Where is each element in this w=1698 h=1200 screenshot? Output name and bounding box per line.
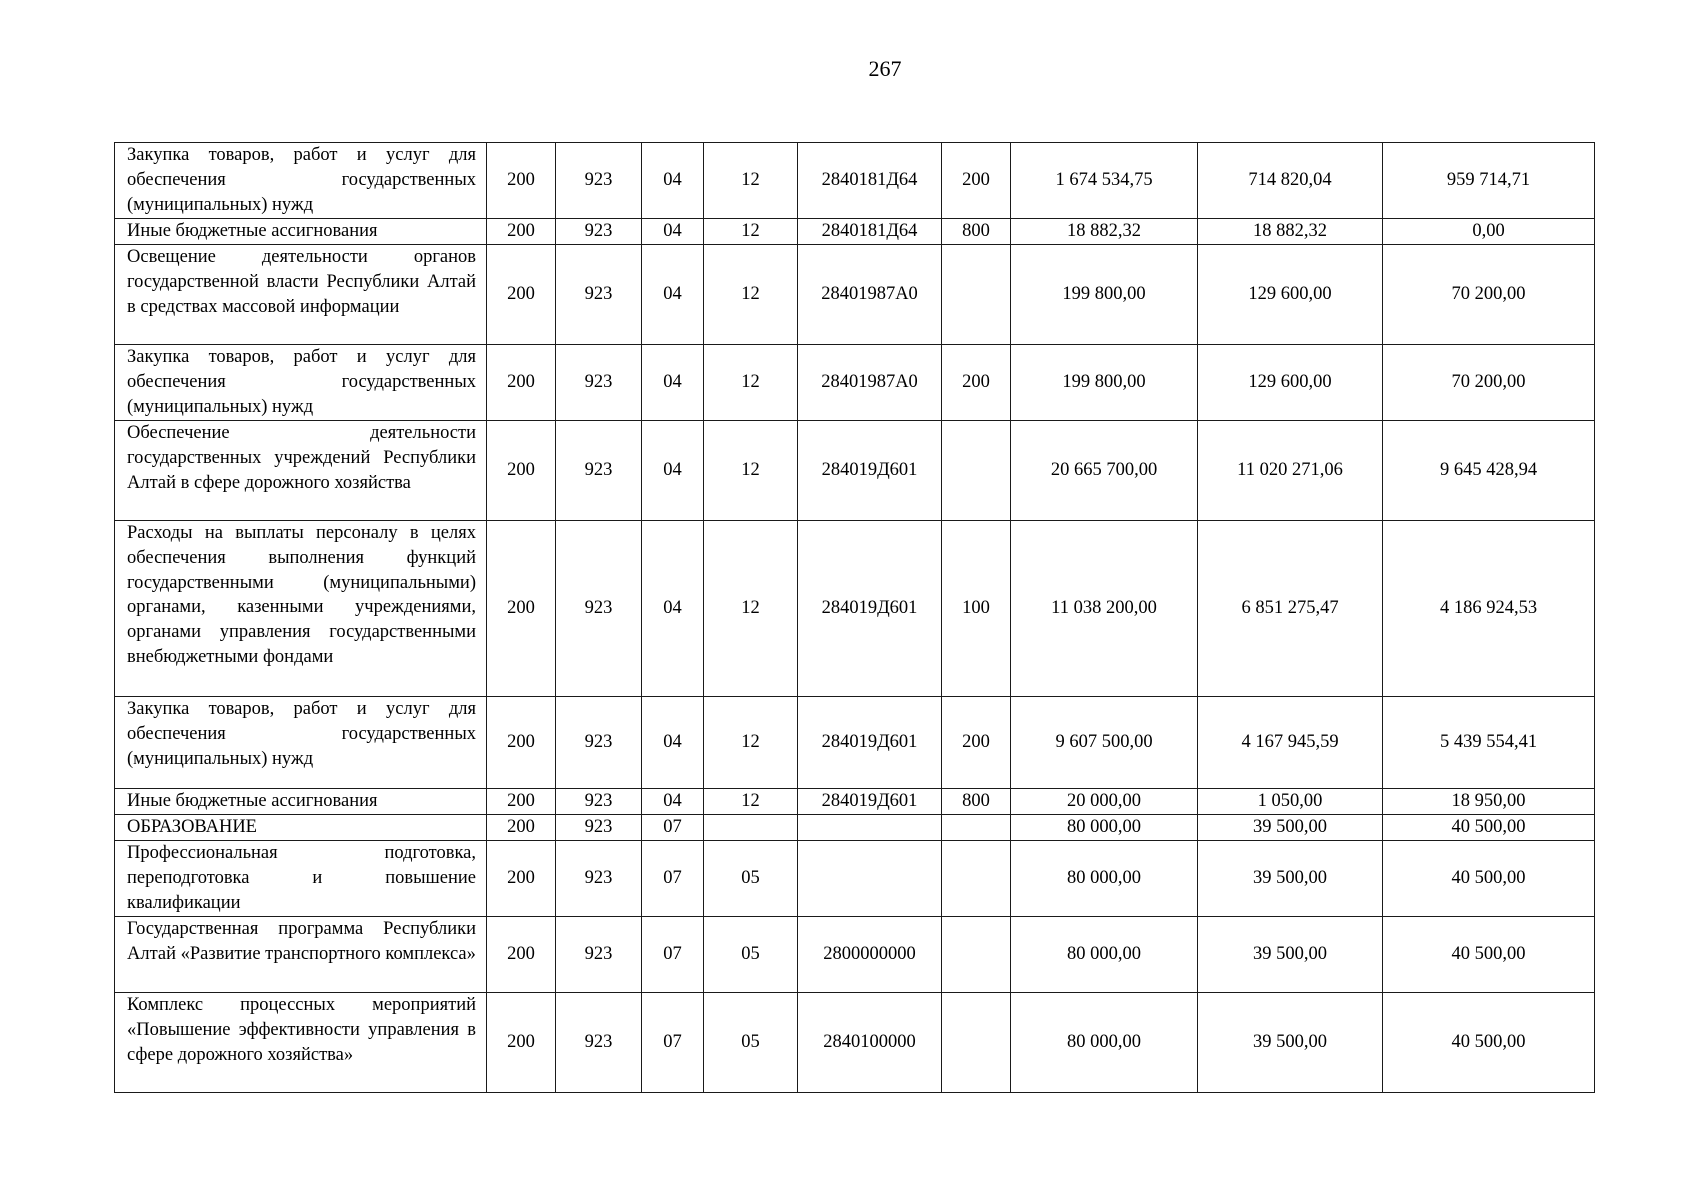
- target-article-cell: [798, 841, 942, 917]
- planned-amount-cell: 9 607 500,00: [1011, 697, 1198, 789]
- subsection-cell: 12: [704, 789, 798, 815]
- target-article-cell: 284019Д601: [798, 521, 942, 697]
- ministry-code-cell: 923: [556, 993, 642, 1093]
- expense-type-cell: [942, 917, 1011, 993]
- subsection-cell: 12: [704, 143, 798, 219]
- ministry-code-cell: 923: [556, 245, 642, 345]
- admin-code-cell: 200: [487, 917, 556, 993]
- target-article-cell: 28401987А0: [798, 245, 942, 345]
- expense-type-cell: [942, 841, 1011, 917]
- section-cell: 04: [642, 143, 704, 219]
- remaining-amount-cell: 40 500,00: [1383, 815, 1595, 841]
- table-row: [115, 219, 1595, 245]
- ministry-code-cell: 923: [556, 815, 642, 841]
- subsection-cell: 12: [704, 697, 798, 789]
- section-cell: 07: [642, 917, 704, 993]
- target-article-cell: 284019Д601: [798, 421, 942, 521]
- executed-amount-cell: 129 600,00: [1198, 245, 1383, 345]
- item-name-cell: Иные бюджетные ассигнования: [115, 219, 487, 245]
- admin-code-cell: 200: [487, 521, 556, 697]
- target-article-cell: 2800000000: [798, 917, 942, 993]
- target-article-cell: 2840181Д64: [798, 219, 942, 245]
- planned-amount-cell: 11 038 200,00: [1011, 521, 1198, 697]
- ministry-code-cell: 923: [556, 345, 642, 421]
- budget-table: [114, 142, 1595, 1093]
- planned-amount-cell: 80 000,00: [1011, 917, 1198, 993]
- subsection-cell: 12: [704, 345, 798, 421]
- admin-code-cell: 200: [487, 345, 556, 421]
- section-cell: 04: [642, 789, 704, 815]
- planned-amount-cell: 80 000,00: [1011, 993, 1198, 1093]
- page-number: 267: [868, 56, 902, 81]
- admin-code-cell: 200: [487, 245, 556, 345]
- item-name-cell: Закупка товаров, работ и услуг для обеспечения государственных (муниципальных) нужд: [115, 697, 487, 789]
- executed-amount-cell: 714 820,04: [1198, 143, 1383, 219]
- remaining-amount-cell: 40 500,00: [1383, 917, 1595, 993]
- target-article-cell: 28401987А0: [798, 345, 942, 421]
- item-name-cell: Освещение деятельности органов государственной власти Республики Алтай в средствах массовой информации: [115, 245, 487, 345]
- item-name-cell: Закупка товаров, работ и услуг для обеспечения государственных (муниципальных) нужд: [115, 143, 487, 219]
- expense-type-cell: [942, 993, 1011, 1093]
- table-row: [115, 345, 1595, 421]
- expense-type-cell: 800: [942, 219, 1011, 245]
- subsection-cell: 12: [704, 421, 798, 521]
- planned-amount-cell: 20 665 700,00: [1011, 421, 1198, 521]
- expense-type-cell: [942, 421, 1011, 521]
- subsection-cell: 05: [704, 841, 798, 917]
- subsection-cell: 05: [704, 917, 798, 993]
- executed-amount-cell: 11 020 271,06: [1198, 421, 1383, 521]
- table-row: [115, 841, 1595, 917]
- ministry-code-cell: 923: [556, 917, 642, 993]
- section-cell: 04: [642, 697, 704, 789]
- admin-code-cell: 200: [487, 993, 556, 1093]
- subsection-cell: 12: [704, 245, 798, 345]
- planned-amount-cell: 199 800,00: [1011, 345, 1198, 421]
- section-cell: 04: [642, 421, 704, 521]
- remaining-amount-cell: 40 500,00: [1383, 841, 1595, 917]
- remaining-amount-cell: 0,00: [1383, 219, 1595, 245]
- ministry-code-cell: 923: [556, 789, 642, 815]
- table-row: [115, 421, 1595, 521]
- item-name-cell: Обеспечение деятельности государственных учреждений Республики Алтай в сфере дорожного хозяйства: [115, 421, 487, 521]
- executed-amount-cell: 39 500,00: [1198, 841, 1383, 917]
- executed-amount-cell: 1 050,00: [1198, 789, 1383, 815]
- remaining-amount-cell: 5 439 554,41: [1383, 697, 1595, 789]
- table-row: [115, 815, 1595, 841]
- remaining-amount-cell: 959 714,71: [1383, 143, 1595, 219]
- remaining-amount-cell: 70 200,00: [1383, 345, 1595, 421]
- section-cell: 07: [642, 815, 704, 841]
- remaining-amount-cell: 18 950,00: [1383, 789, 1595, 815]
- table-row: [115, 143, 1595, 219]
- section-cell: 04: [642, 219, 704, 245]
- admin-code-cell: 200: [487, 421, 556, 521]
- planned-amount-cell: 80 000,00: [1011, 815, 1198, 841]
- item-name-cell: Расходы на выплаты персоналу в целях обеспечения выполнения функций государственными (муниципальными) органами, казенными учреждениями, органами управления государственными внебюджетными фондами: [115, 521, 487, 697]
- table-row: [115, 917, 1595, 993]
- expense-type-cell: 200: [942, 697, 1011, 789]
- remaining-amount-cell: 4 186 924,53: [1383, 521, 1595, 697]
- remaining-amount-cell: 70 200,00: [1383, 245, 1595, 345]
- admin-code-cell: 200: [487, 841, 556, 917]
- planned-amount-cell: 1 674 534,75: [1011, 143, 1198, 219]
- planned-amount-cell: 199 800,00: [1011, 245, 1198, 345]
- expense-type-cell: 200: [942, 345, 1011, 421]
- planned-amount-cell: 18 882,32: [1011, 219, 1198, 245]
- admin-code-cell: 200: [487, 815, 556, 841]
- remaining-amount-cell: 9 645 428,94: [1383, 421, 1595, 521]
- ministry-code-cell: 923: [556, 521, 642, 697]
- expense-type-cell: 100: [942, 521, 1011, 697]
- planned-amount-cell: 20 000,00: [1011, 789, 1198, 815]
- subsection-cell: 05: [704, 993, 798, 1093]
- admin-code-cell: 200: [487, 789, 556, 815]
- item-name-cell: Закупка товаров, работ и услуг для обеспечения государственных (муниципальных) нужд: [115, 345, 487, 421]
- executed-amount-cell: 18 882,32: [1198, 219, 1383, 245]
- admin-code-cell: 200: [487, 143, 556, 219]
- target-article-cell: 284019Д601: [798, 697, 942, 789]
- target-article-cell: 2840100000: [798, 993, 942, 1093]
- table-row: [115, 521, 1595, 697]
- table-row: [115, 245, 1595, 345]
- planned-amount-cell: 80 000,00: [1011, 841, 1198, 917]
- target-article-cell: [798, 815, 942, 841]
- executed-amount-cell: 39 500,00: [1198, 917, 1383, 993]
- item-name-cell: Профессиональная подготовка, переподготовка и повышение квалификации: [115, 841, 487, 917]
- section-cell: 04: [642, 521, 704, 697]
- table-row: [115, 993, 1595, 1093]
- executed-amount-cell: 4 167 945,59: [1198, 697, 1383, 789]
- table-row: [115, 697, 1595, 789]
- executed-amount-cell: 39 500,00: [1198, 815, 1383, 841]
- admin-code-cell: 200: [487, 697, 556, 789]
- ministry-code-cell: 923: [556, 697, 642, 789]
- subsection-cell: 12: [704, 219, 798, 245]
- expense-type-cell: 200: [942, 143, 1011, 219]
- item-name-cell: ОБРАЗОВАНИЕ: [115, 815, 487, 841]
- remaining-amount-cell: 40 500,00: [1383, 993, 1595, 1093]
- table-row: [115, 789, 1595, 815]
- admin-code-cell: 200: [487, 219, 556, 245]
- ministry-code-cell: 923: [556, 421, 642, 521]
- section-cell: 04: [642, 245, 704, 345]
- item-name-cell: Иные бюджетные ассигнования: [115, 789, 487, 815]
- subsection-cell: 12: [704, 521, 798, 697]
- executed-amount-cell: 39 500,00: [1198, 993, 1383, 1093]
- table-body: [115, 143, 1595, 1093]
- ministry-code-cell: 923: [556, 143, 642, 219]
- expense-type-cell: [942, 815, 1011, 841]
- executed-amount-cell: 6 851 275,47: [1198, 521, 1383, 697]
- subsection-cell: [704, 815, 798, 841]
- item-name-cell: Комплекс процессных мероприятий «Повышение эффективности управления в сфере дорожного хозяйства»: [115, 993, 487, 1093]
- target-article-cell: 2840181Д64: [798, 143, 942, 219]
- section-cell: 07: [642, 841, 704, 917]
- executed-amount-cell: 129 600,00: [1198, 345, 1383, 421]
- section-cell: 04: [642, 345, 704, 421]
- ministry-code-cell: 923: [556, 219, 642, 245]
- ministry-code-cell: 923: [556, 841, 642, 917]
- expense-type-cell: 800: [942, 789, 1011, 815]
- section-cell: 07: [642, 993, 704, 1093]
- item-name-cell: Государственная программа Республики Алтай «Развитие транспортного комплекса»: [115, 917, 487, 993]
- target-article-cell: 284019Д601: [798, 789, 942, 815]
- expense-type-cell: [942, 245, 1011, 345]
